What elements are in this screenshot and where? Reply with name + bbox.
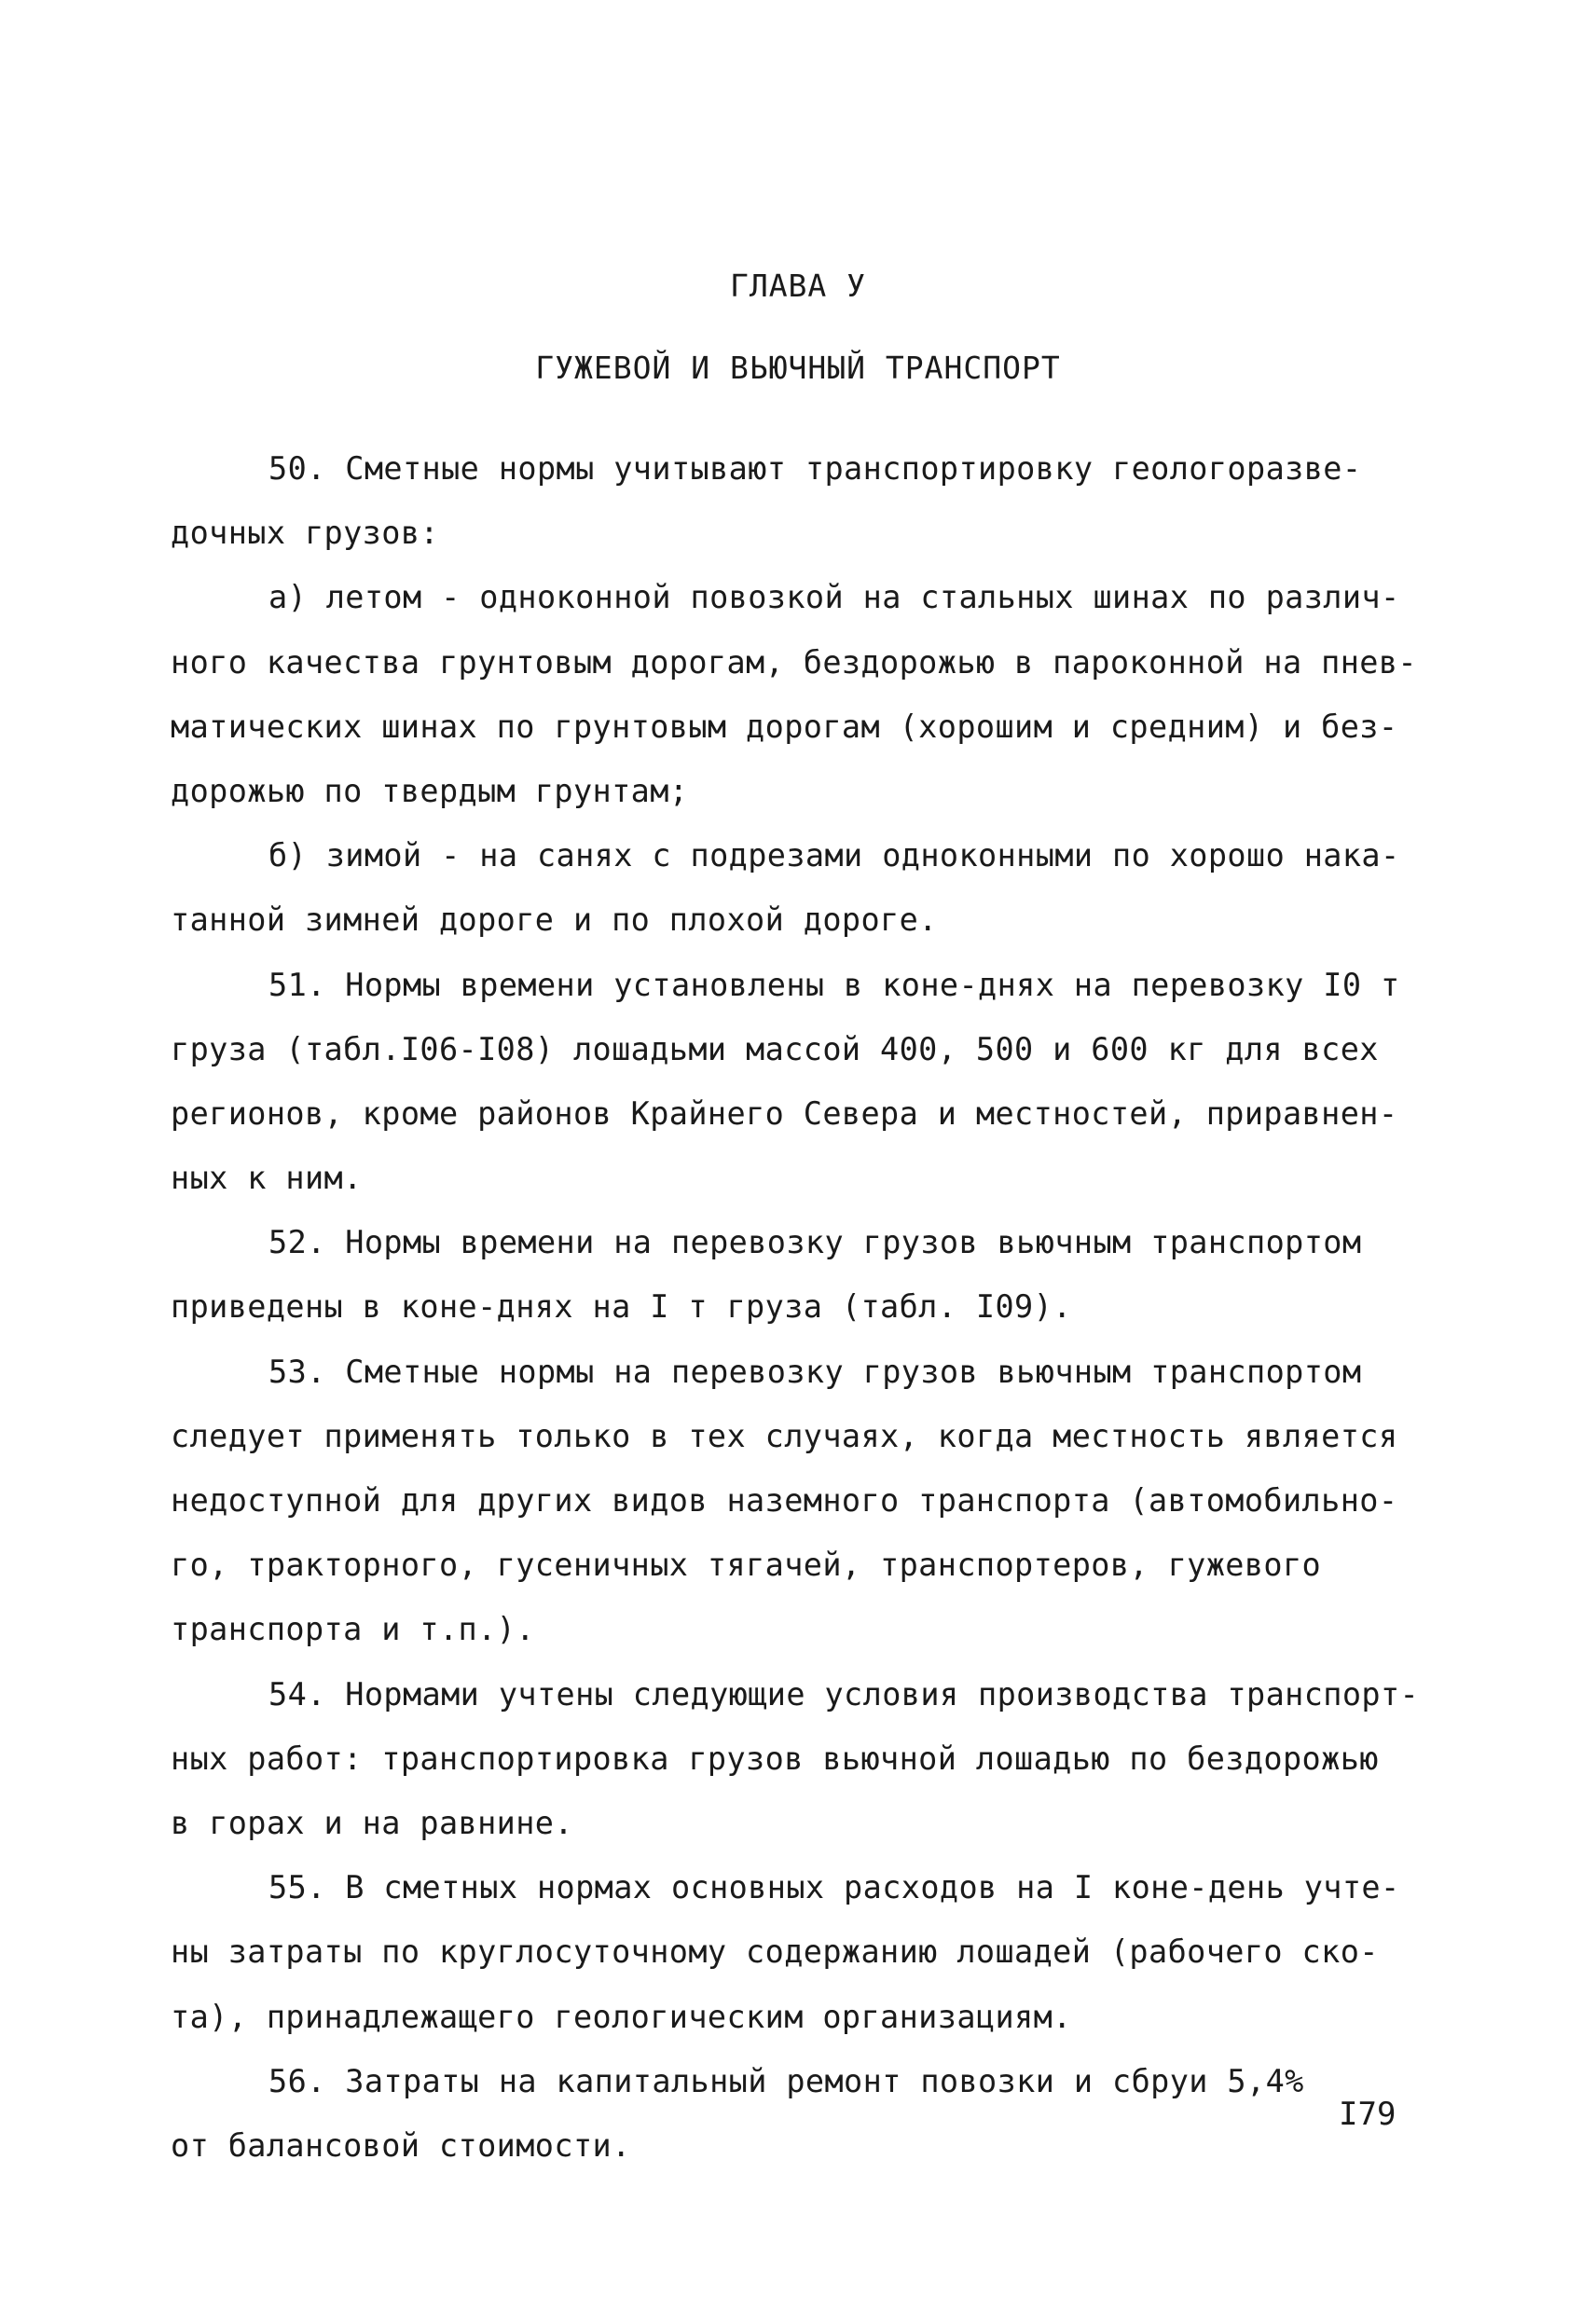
text-line: танной зимней дороге и по плохой дороге.	[171, 901, 938, 939]
text-line: а) летом - одноконной повозкой на стальных шинах по различ-	[268, 579, 1400, 616]
text-line: 50. Сметные нормы учитывают транспортировку геологоразве-	[268, 450, 1362, 487]
text-line: го, тракторного, гусеничных тягачей, транспортеров, гужевого	[171, 1547, 1322, 1584]
text-line: дорожью по твердым грунтам;	[171, 772, 689, 809]
text-line: 53. Сметные нормы на перевозку грузов вьючным транспортом	[268, 1353, 1362, 1390]
chapter-number: ГЛАВА У	[729, 268, 867, 304]
text-line: матических шинах по грунтовым дорогам (хорошим и средним) и без-	[171, 708, 1398, 745]
text-line: от балансовой стоимости.	[171, 2126, 631, 2164]
text-line: ных к ним.	[171, 1160, 363, 1197]
text-line: недоступной для других видов наземного транспорта (автомобильно-	[171, 1482, 1398, 1519]
page-number: I79	[1339, 2096, 1396, 2133]
text-line: 55. В сметных нормах основных расходов на I коне-день учте-	[268, 1869, 1400, 1906]
text-line: следует применять только в тех случаях, когда местность является	[171, 1417, 1398, 1454]
chapter-title: ГУЖЕВОЙ И ВЬЮЧНЫЙ ТРАНСПОРТ	[535, 350, 1061, 386]
text-line: ного качества грунтовым дорогам, бездорожью в пароконной на пнев-	[171, 643, 1417, 681]
text-line: 52. Нормы времени на перевозку грузов вьючным транспортом	[268, 1224, 1362, 1261]
text-line: б) зимой - на санях с подрезами одноконными по хорошо нака-	[268, 837, 1400, 874]
text-line: транспорта и т.п.).	[171, 1611, 535, 1648]
body-text	[171, 436, 1438, 2178]
text-line: регионов, кроме районов Крайнего Севера и местностей, приравнен-	[171, 1094, 1398, 1132]
text-line: дочных грузов:	[171, 515, 439, 552]
text-line: ны затраты по круглосуточному содержанию лошадей (рабочего ско-	[171, 1933, 1379, 1971]
text-line: ных работ: транспортировка грузов вьючной лошадью по бездорожью	[171, 1740, 1379, 1777]
text-line: 51. Нормы времени установлены в коне-днях на перевозку I0 т	[268, 966, 1400, 1003]
text-line: 56. Затраты на капитальный ремонт повозки и сбруи 5,4%	[268, 2062, 1304, 2099]
text-line: приведены в коне-днях на I т груза (табл. I09).	[171, 1288, 1072, 1326]
text-line: груза (табл.I06-I08) лошадьми массой 400, 500 и 600 кг для всех	[171, 1030, 1379, 1067]
text-line: 54. Нормами учтены следующие условия производства транспорт-	[268, 1675, 1420, 1713]
text-line: та), принадлежащего геологическим организациям.	[171, 1998, 1072, 2035]
text-line: в горах и на равнине.	[171, 1804, 573, 1841]
